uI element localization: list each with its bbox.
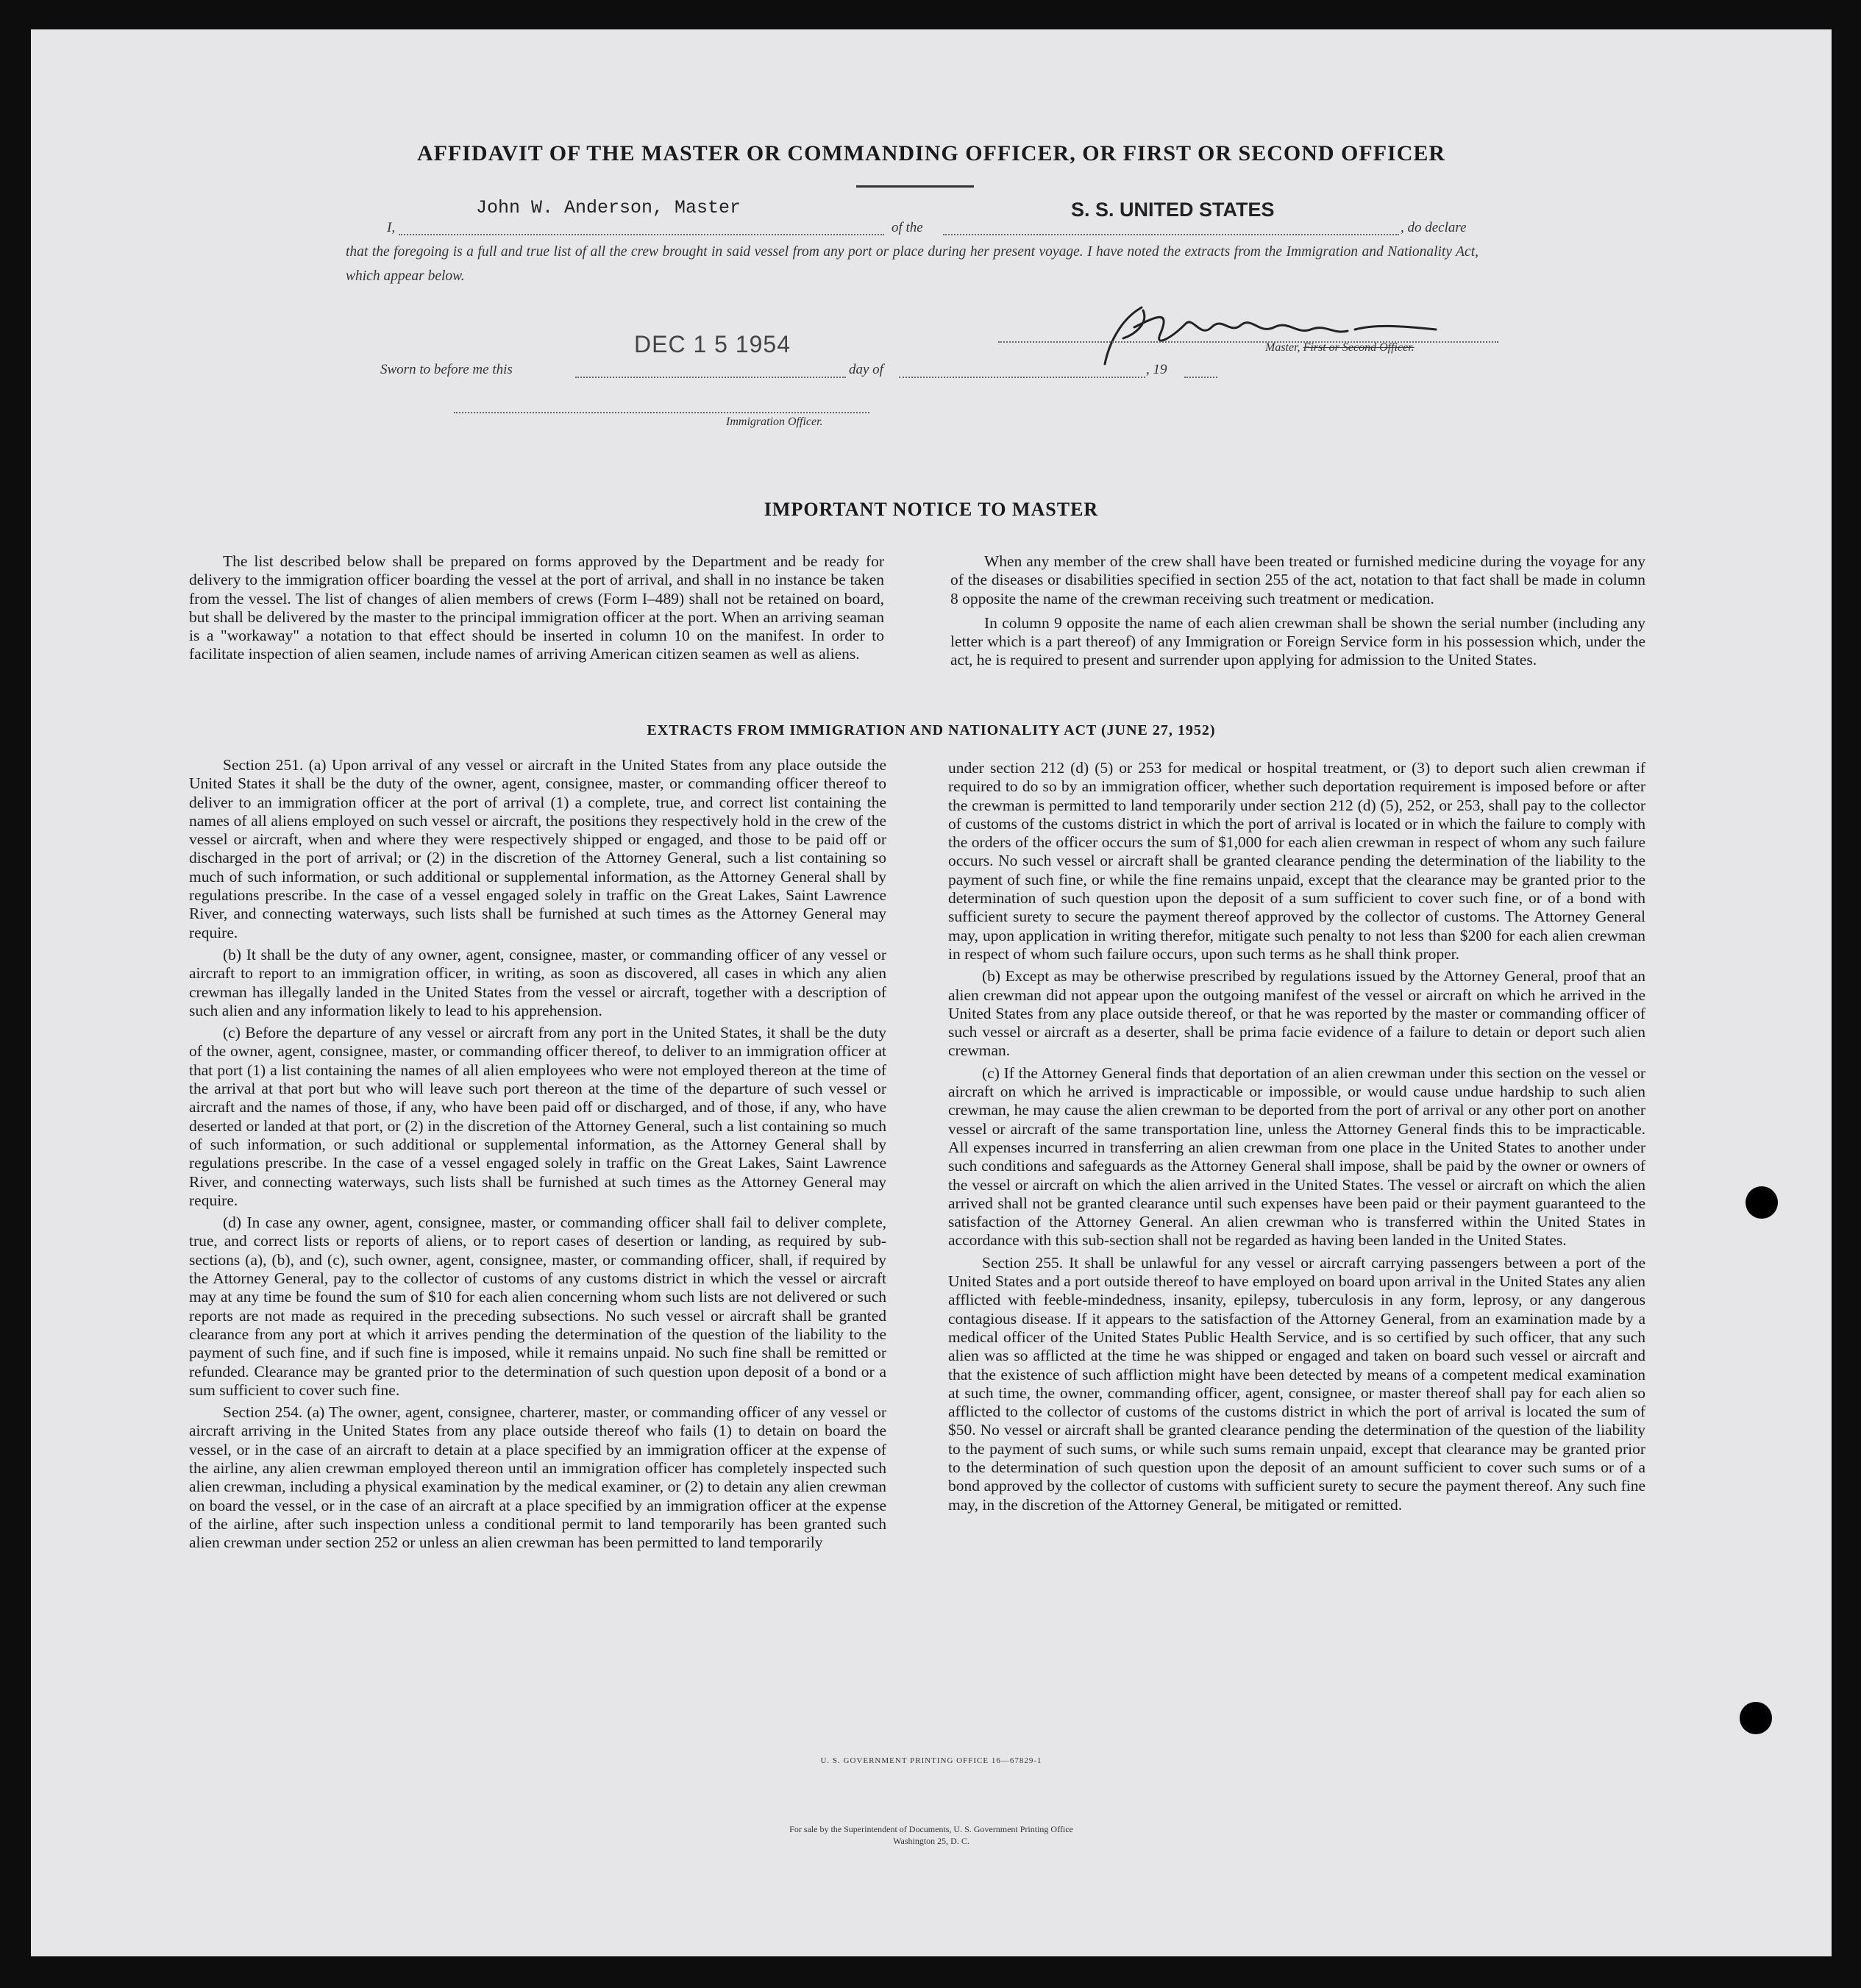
title-rule — [856, 185, 974, 188]
of-the-label: of the — [892, 220, 923, 235]
punch-hole-upper — [1746, 1186, 1778, 1219]
section-255: Section 255. It shall be unlawful for any vessel or aircraft carrying passengers between a port of the United States and a port outside thereof to have employed on board upon arrival in the United States any alien afflicted with feeble-mindedness, insanity, epilepsy, tuberculosis in any form, leprosy, or any dangerous contagious disease. If it appears to the satisfaction of the Attorney General, from an examination made by a medical officer of the United States Public Health Service, and is so certified by such officer, that any such alien was so afflicted at the time he was shipped or engaged and taken on board such vessel or aircraft and that the existence of such affliction might have been detected by means of a competent medical examination at such time, the owner, commanding officer, agent, consignee, or master thereof shall pay for each alien so afflicted to the collector of customs of the customs district in which the port of arrival is located the sum of $50. No vessel or aircraft shall be granted clearance pending the determination of the question of the liability to the payment of such sums, or while such sums remain unpaid, except that clearance may be granted prior to the determination of such question upon the deposit of an amount sufficient to cover such sums or of a bond approved by the collector of customs with sufficient surety to secure the payment thereof. Any such fine may, in the discretion of the Attorney General, be mitigated or remitted. — [948, 1253, 1645, 1514]
section-254a-continued: under section 212 (d) (5) or 253 for medical or hospital treatment, or (3) to deport such alien crewman if required to do so by an immigration officer, whether such deportation requirement is imposed before or after the crewman is permitted to land temporarily under section 212 (d) (5), 252, or 253, shall pay to the collector of customs of the customs district in which the port of arrival is located or in which the failure to comply with the orders of the officer occurs the sum of $1,000 for each alien crewman in respect of whom any such failure occurs. No such vessel or aircraft shall be granted clearance pending the determination of the liability to the payment of such fine, or while the fine remains unpaid, except that the clearance may be granted prior to the determination of such question upon the deposit of a sum sufficient to cover such fine, or of a bond with sufficient surety to secure the payment thereof approved by the collector of customs. The Attorney General may, upon application in writing therefor, mitigate such penalty to not less than $200 for each alien crewman in respect of whom such failure occurs, upon such terms as he shall think proper. — [948, 759, 1645, 963]
notice-right-column — [950, 552, 1645, 674]
caption-master: Master, — [1265, 341, 1300, 354]
i-label: I, — [387, 220, 396, 235]
signature-line — [998, 341, 1498, 343]
notice-left-column — [189, 552, 884, 668]
document-page — [31, 29, 1832, 1956]
printing-office-line: U. S. GOVERNMENT PRINTING OFFICE 16—67829-1 — [820, 1756, 1042, 1765]
sale-line-2: Washington 25, D. C. — [893, 1836, 969, 1846]
declarant-line — [399, 234, 884, 235]
notice-left-paragraph: The list described below shall be prepared on forms approved by the Department and be ready for delivery to the immigration officer boarding the vessel at the port of arrival, and shall in no instance be taken from the vessel. The list of changes of alien members of crews (Form I–489) shall not be retained on board, but shall be delivered by the master to the principal immigration officer at the port. When an arriving seaman is a "workaway" a notation to that effect should be inserted in column 10 on the manifest. In order to facilitate inspection of alien seamen, include names of arriving American citizen seamen as well as aliens. — [189, 552, 884, 663]
day-of-label: day of — [849, 362, 883, 377]
sale-line-1: For sale by the Superintendent of Documents, U. S. Government Printing Office — [789, 1824, 1073, 1834]
vessel-line — [943, 234, 1399, 235]
section-254a-start: Section 254. (a) The owner, agent, consignee, charterer, master, or commanding officer of any vessel or aircraft arriving in the United States from any place outside thereof who fails (1) to detain on board the vessel, or in the case of an aircraft to detain at a place specified by an immigration officer at the expense of the airline, any alien crewman employed thereon until an immigration officer has completely inspected such alien crewman, including a physical examination by the medical examiner, or (2) to detain any alien crewman on board the vessel, or in the case of an aircraft at a place specified by an immigration officer at the expense of the airline, after such inspection unless a conditional permit to land temporarily has been granted such alien crewman under section 252 or unless an alien crewman has been permitted to land temporarily — [189, 1403, 886, 1552]
declaration-text: that the foregoing is a full and true list of all the crew brought in said vessel from any port or place during her present voyage. I have noted the extracts from the Immigration and Nationality Act, which appear below. — [346, 244, 1479, 284]
notice-title: IMPORTANT NOTICE TO MASTER — [764, 499, 1099, 520]
officer-line — [454, 412, 869, 413]
section-251b: (b) It shall be the duty of any owner, agent, consignee, master, or commanding officer of any vessel or aircraft to report to an immigration officer, in writing, as soon as discovered, all cases in which any alien crewman has illegally landed in the United States from the vessel or aircraft, together with a description of such alien and any information likely to lead to his apprehension. — [189, 945, 886, 1019]
signature-caption — [1265, 341, 1415, 355]
affidavit-title: AFFIDAVIT OF THE MASTER OR COMMANDING OFFICER, OR FIRST OR SECOND OFFICER — [416, 141, 1446, 165]
punch-hole-lower — [1740, 1702, 1772, 1734]
declarant-typed: John W. Anderson, Master — [476, 197, 741, 218]
extracts-left-column — [189, 756, 886, 1556]
sworn-month-line — [899, 377, 1145, 378]
section-254c: (c) If the Attorney General finds that deportation of an alien crewman under this section on the vessel or aircraft on which he arrived is impracticable or impossible, or would cause undue hardship to such alien crewman, he may cause the alien crewman to be deported from the port of arrival or any other port on another vessel or aircraft of the same transportation line, unless the Attorney General finds this to be impracticable. All expenses incurred in transferring an alien crewman from one place in the United States to another under such conditions and safeguards as the Attorney General shall impose, shall be paid by the owner or owners of the vessel or aircraft on which the alien arrived in the United States. The vessel or aircraft on which the alien arrived shall not be granted clearance until such expenses have been paid or their payment guaranteed to the satisfaction of the Attorney General. An alien crewman who is transferred within the United States in accordance with this sub-section shall not be regarded as having been landed in the United States. — [948, 1064, 1645, 1250]
notice-right-paragraph-2: In column 9 opposite the name of each alien crewman shall be shown the serial number (including any letter which is a part thereof) of any Immigration or Foreign Service form in his possession which, under the act, he is required to present and surrender upon applying for admission to the United States. — [950, 613, 1645, 669]
section-251a: Section 251. (a) Upon arrival of any vessel or aircraft in the United States from any place outside the United States it shall be the duty of the owner, agent, consignee, master, or commanding officer thereof to deliver to an immigration officer at the port of arrival (1) a complete, true, and correct list containing the names of all aliens employed on such vessel or aircraft, the positions they respectively hold in the crew of the vessel or aircraft, when and where they were respectively shipped or engaged, and those to be paid off or discharged in the port of arrival; or (2) in the discretion of the Attorney General, such a list containing so much of such information, or such additional or supplemental information, as the Attorney General shall by regulations prescribe. In the case of a vessel engaged solely in traffic on the Great Lakes, Saint Lawrence River, and connecting waterways, such lists shall be furnished at such times as the Attorney General may require. — [189, 756, 886, 941]
extracts-right-column — [948, 759, 1645, 1518]
year-label: , 19 — [1146, 362, 1167, 377]
date-stamp: DEC 1 5 1954 — [634, 331, 791, 357]
notice-right-paragraph-1: When any member of the crew shall have been treated or furnished medicine during the voyage for any of the diseases or disabilities specified in section 255 of the act, notation to that fact shall be made in column 8 opposite the name of the crewman receiving such treatment or medication. — [950, 552, 1645, 608]
immigration-officer-label: Immigration Officer. — [726, 416, 823, 428]
year-line — [1184, 377, 1217, 378]
extracts-title: EXTRACTS FROM IMMIGRATION AND NATIONALITY ACT (JUNE 27, 1952) — [647, 722, 1216, 738]
sworn-day-line — [575, 377, 846, 378]
section-254b: (b) Except as may be otherwise prescribed by regulations issued by the Attorney General, proof that an alien crewman did not appear upon the outgoing manifest of the vessel or aircraft on which he arrived in the United States from any place outside thereof, or that he was reported by the master or commanding officer of such vessel or aircraft as a deserter, shall be prima facie evidence of a failure to detain or deport such alien crewman. — [948, 967, 1645, 1060]
caption-struck-officer: First or Second Officer. — [1303, 341, 1415, 354]
do-declare-label: , do declare — [1401, 220, 1467, 235]
master-signature — [1090, 294, 1458, 375]
section-251c: (c) Before the departure of any vessel or aircraft from any port in the United States, it shall be the duty of the owner, agent, consignee, master, or commanding officer thereof, to deliver to an immigration officer at that port (1) a list containing the names of all alien employees who were not employed thereon at the time of the arrival at that port but who will leave such port thereon at the time of the departure of such vessel or aircraft and the names of those, if any, who have been paid off or discharged, and of those, if any, who have deserted or landed at that port, or (2) in the discretion of the Attorney General, such a list containing so much of such information, or such additional or supplemental information, as the Attorney General shall by regulations prescribe. In the case of a vessel engaged solely in traffic on the Great Lakes, Saint Lawrence River, and connecting waterways, such lists shall be furnished at such times as the Attorney General may require. — [189, 1024, 886, 1209]
section-251d: (d) In case any owner, agent, consignee, master, or commanding officer shall fail to deliver complete, true, and correct lists or reports of aliens, or to report cases of desertion or landing, as required by sub-sections (a), (b), and (c), such owner, agent, consignee, master, or commanding officer, shall, if required by the Attorney General, pay to the collector of customs of any customs district in which the vessel or aircraft may at any time be found the sum of $10 for each alien concerning whom such lists are not delivered or such reports are not made as required in the preceding subsections. No such vessel or aircraft shall be granted clearance from any port at which it arrives pending the determination of the question of the liability to the payment of such fine, and if such fine is imposed, while it remains unpaid. No such fine shall be remitted or refunded. Clearance may be granted prior to the determination of such question upon deposit of a bond or a sum sufficient to cover such fine. — [189, 1214, 886, 1399]
vessel-typed: S. S. UNITED STATES — [1071, 199, 1275, 221]
sworn-label: Sworn to before me this — [380, 362, 513, 377]
